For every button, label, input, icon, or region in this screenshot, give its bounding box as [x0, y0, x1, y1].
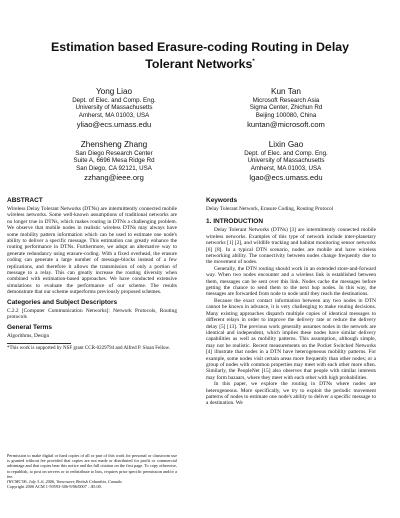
author-affiliation: Microsoft Research Asia	[252, 97, 320, 104]
author-email: zzhang@ieee.org	[84, 173, 144, 183]
left-column	[7, 194, 177, 352]
author-affiliation: University of Massachusetts	[247, 157, 325, 165]
author-affiliation: Amherst, MA 01003, USA	[250, 164, 322, 172]
intro-paragraph: In this paper, we explore the routing in DTNs where nodes are heterogeneous. More specifically, we try to exploit the periodic movement patterns of nodes to estimate one node's ability to deliver a specific message to a destination. We	[206, 381, 376, 407]
author-name: Kun Tan	[271, 87, 301, 96]
author-block	[24, 87, 204, 130]
author-affiliation: San Diego Research Center	[75, 150, 153, 157]
title-footnote-mark: *	[252, 59, 255, 65]
general-terms-heading: General Terms	[7, 323, 53, 331]
author-block	[24, 140, 204, 183]
intro-paragraph: Delay Tolerant Networks (DTNs) [3] are intermittently connected mobile wireless networks. Examples of this type of network include inter-planetary networks [1] [2], and wildlife tracking and habitat monitoring sensor networks [6] [8]. In a typical DTN scenario, nodes are mobile and have wireless networking ability. The connectivity between nodes change frequently due to the movement of nodes.	[206, 227, 376, 266]
abstract-heading: ABSTRACT	[7, 197, 43, 204]
author-affiliation: Dept. of Elec. and Comp. Eng.	[244, 150, 328, 157]
author-block	[196, 87, 376, 130]
author-affiliation: Sigma Center, Zhichun Rd	[249, 104, 323, 112]
permission-notice	[7, 453, 177, 489]
author-affiliation: Suite A, 6696 Mesa Ridge Rd	[73, 157, 155, 165]
permission-text: Permission to make digital or hard copies of all or part of this work for personal or classroom use is granted without fee provided that copies are not made or distributed for profit or commercial advantage and that copies bear this notice and the full citation on the first page. To copy otherwise, to republish, to post on servers or to redistribute to lists, requires prior specific permission and/or a fee.	[7, 453, 177, 479]
categories-heading: Categories and Subject Descriptors	[7, 298, 118, 306]
paper-title	[20, 40, 380, 72]
author-affiliation: University of Massachusetts	[75, 104, 153, 112]
general-terms-text: Algorithms, Design	[7, 332, 50, 339]
funding-footnote: *This work is supported by NSF grant CCR-0229794 and Alfred P. Sloan Fellow.	[7, 345, 171, 351]
abstract-text: Wireless Delay Tolerant Networks (DTNs) are intermittently connected mobile wireless networks. Some well-known assumptions of traditional networks are no longer true in DTNs, which makes routing in DTNs a challenging problem. We observe that mobile nodes in realistic wireless DTNs may always have some mobility pattern information which can be used to estimate one node's ability to deliver a specific message. This estimation can greatly enhance the routing performance in DTNs. Furthermore, we adopt an alternative way to generate redundancy using erasure-coding. With a fixed overhead, the erasure coding can generate a large number of message-blocks instead of a few replications, and therefore it allows the transmission of only a portion of message to a relay. This can greatly increase the routing diversity when combined with estimation-based approaches. We have conducted extensive simulations to evaluate the performance of our scheme. The results demonstrate that our scheme outperforms previously proposed schemes.	[7, 206, 177, 296]
author-block	[196, 140, 376, 183]
author-email: kuntan@microsoft.com	[247, 120, 325, 130]
author-email: lgao@ecs.umass.edu	[249, 173, 323, 183]
title-line-2: Tolerant Networks	[145, 57, 253, 72]
intro-paragraph: Because the exact contact information between any two nodes in DTN cannot be known in advance, it is very challenging to make routing decisions. Many existing approaches dispatch multiple copies of identical messages to different relays in order to improve the delivery rate or reduce the delivery delay [5] [13]. The previous work generally assumes nodes in the network are identical and independent, which implies these nodes have similar delivery capabilities as well as mobility patterns. This assumption, although simple, may not be realistic. Recent measurements on the Pocket Switched Networks [4] illustrate that nodes in a DTN have heterogeneous mobility patterns. For example, some nodes visit certain areas more frequently than other nodes; or a group of nodes with common properties may meet with each other more often. Similarly, the PeopleNet [15] also observes that people with similar interests may form bazaars, where they meet with each other with high probabilities.	[206, 297, 376, 381]
footnote-rule	[7, 343, 71, 344]
right-column	[206, 194, 376, 407]
intro-paragraph: Generally, the DTN routing should work in an extended store-and-forward way. When two nodes encounter and a wireless link is established between them, messages can be sent over this link. Nodes cache the messages before getting the chance to send them to the next hop nodes. In this way, the messages are forwarded from node to node until they reach the destinations.	[206, 265, 376, 298]
copyright-line: Copyright 2006 ACM 1-59593-306-9/06/0007 ...$5.00.	[7, 484, 102, 490]
author-name: Lixin Gao	[268, 140, 304, 149]
keywords-text: Delay Tolerant Network, Erasure Coding, Routing Protocol	[206, 206, 334, 212]
author-affiliation: Dept. of Elec. and Comp. Eng.	[72, 97, 156, 104]
author-affiliation: San Diego, CA 92121, USA	[76, 164, 152, 172]
keywords-heading: Keywords	[206, 197, 238, 204]
title-line-1: Estimation based Erasure-coding Routing in Delay	[50, 40, 350, 54]
author-name: Yong Liao	[95, 87, 133, 96]
author-affiliation: Amherst, MA 01003, USA	[78, 111, 150, 119]
venue-line: IWCMC'06, July 3–6, 2006, Vancouver, British Columbia, Canada.	[7, 479, 123, 485]
author-affiliation: Beijing 100080, China	[255, 111, 317, 119]
author-name: Zhensheng Zhang	[80, 140, 148, 149]
categories-text: C.2.2 [Computer Communication Networks]: Network Protocols, Routing protocols	[7, 307, 177, 321]
author-email: yliao@ecs.umass.edu	[76, 120, 152, 130]
introduction-heading: 1. INTRODUCTION	[206, 218, 264, 226]
